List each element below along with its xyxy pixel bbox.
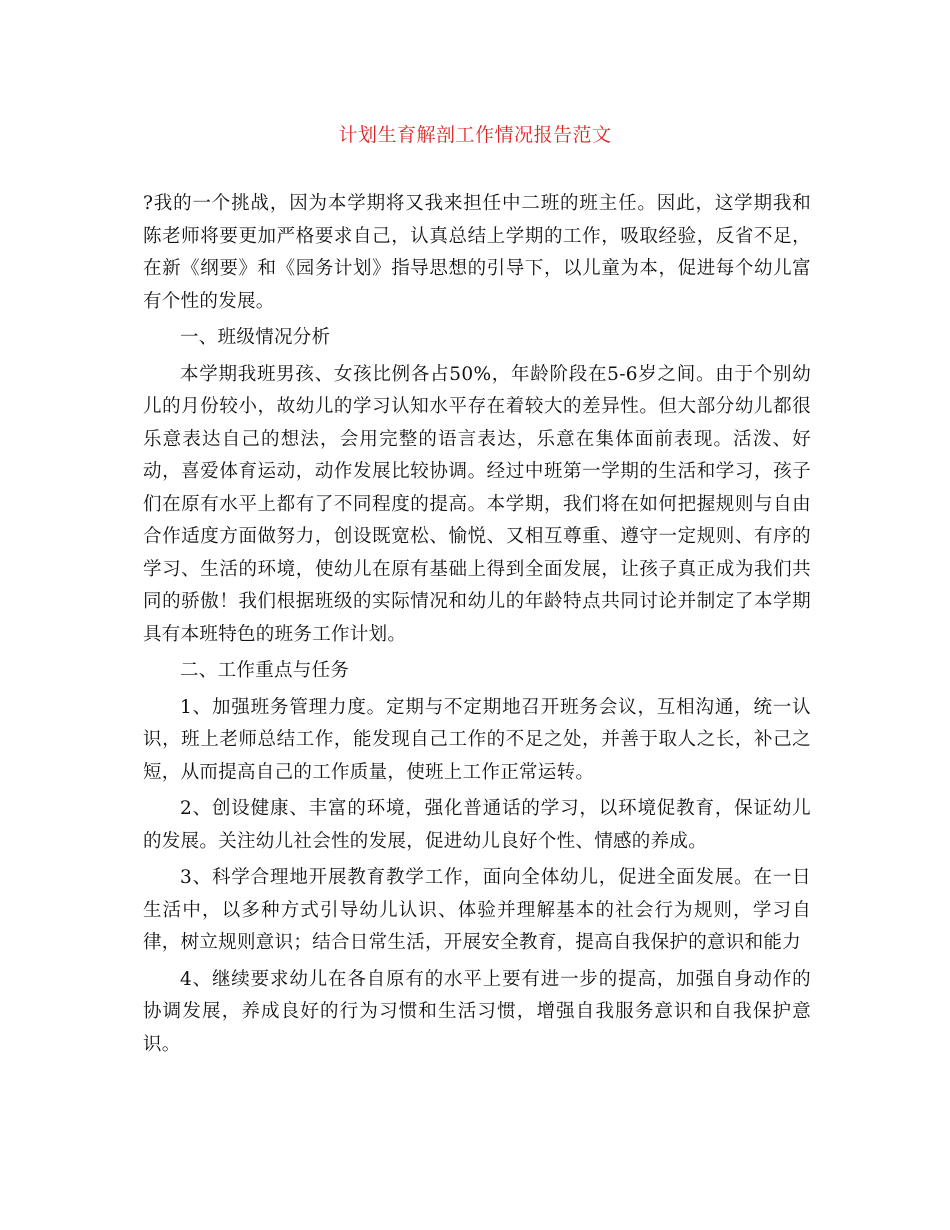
intro-paragraph: ?我的一个挑战，因为本学期将又我来担任中二班的班主任。因此，这学期我和陈老师将要更加严格要求自己，认真总结上学期的工作，吸取经验，反省不足，在新《纲要》和《园务计划》指导思想的引导下，以儿童为本，促进每个幼儿富有个性的发展。: [143, 193, 811, 312]
section-heading-work-focus: 二、工作重点与任务: [180, 660, 350, 681]
document-body: [143, 188, 811, 1065]
class-analysis-paragraph: 本学期我班男孩、女孩比例各占50%，年龄阶段在5-6岁之间。由于个别幼儿的月份较小，故幼儿的学习认知水平存在着较大的差异性。但大部分幼儿都很乐意表达自己的想法，会用完整的语言表达，乐意在集体面前表现。活泼、好动，喜爱体育运动，动作发展比较协调。经过中班第一学期的生活和学习，孩子们在原有水平上都有了不同程度的提高。本学期，我们将在如何把握规则与自由合作适度方面做努力，创设既宽松、愉悦、又相互尊重、遵守一定规则、有序的学习、生活的环境，使幼儿在原有基础上得到全面发展，让孩子真正成为我们共同的骄傲！我们根据班级的实际情况和幼儿的年龄特点共同讨论并制定了本学期具有本班特色的班务工作计划。: [143, 363, 811, 645]
document-title: 计划生育解剖工作情况报告范文: [338, 124, 612, 146]
work-item-4: 4、继续要求幼儿在各自原有的水平上要有进一步的提高，加强自身动作的协调发展，养成良好的行为习惯和生活习惯，增强自我服务意识和自我保护意识。: [143, 968, 811, 1055]
work-item-1: 1、加强班务管理力度。定期与不定期地召开班务会议，互相沟通，统一认识，班上老师总结工作，能发现自己工作的不足之处，并善于取人之长，补己之短，从而提高自己的工作质量，使班上工作正常运转。: [143, 696, 811, 783]
section-heading-class-analysis: 一、班级情况分析: [180, 327, 331, 348]
work-item-3: 3、科学合理地开展教育教学工作，面向全体幼儿，促进全面发展。在一日生活中，以多种方式引导幼儿认识、体验并理解基本的社会行为规则，学习自律，树立规则意识；结合日常生活，开展安全教育，提高自我保护的意识和能力: [143, 867, 811, 953]
work-item-2: 2、创设健康、丰富的环境，强化普通话的学习，以环境促教育，保证幼儿的发展。关注幼儿社会性的发展，促进幼儿良好个性、情感的养成。: [143, 798, 811, 852]
